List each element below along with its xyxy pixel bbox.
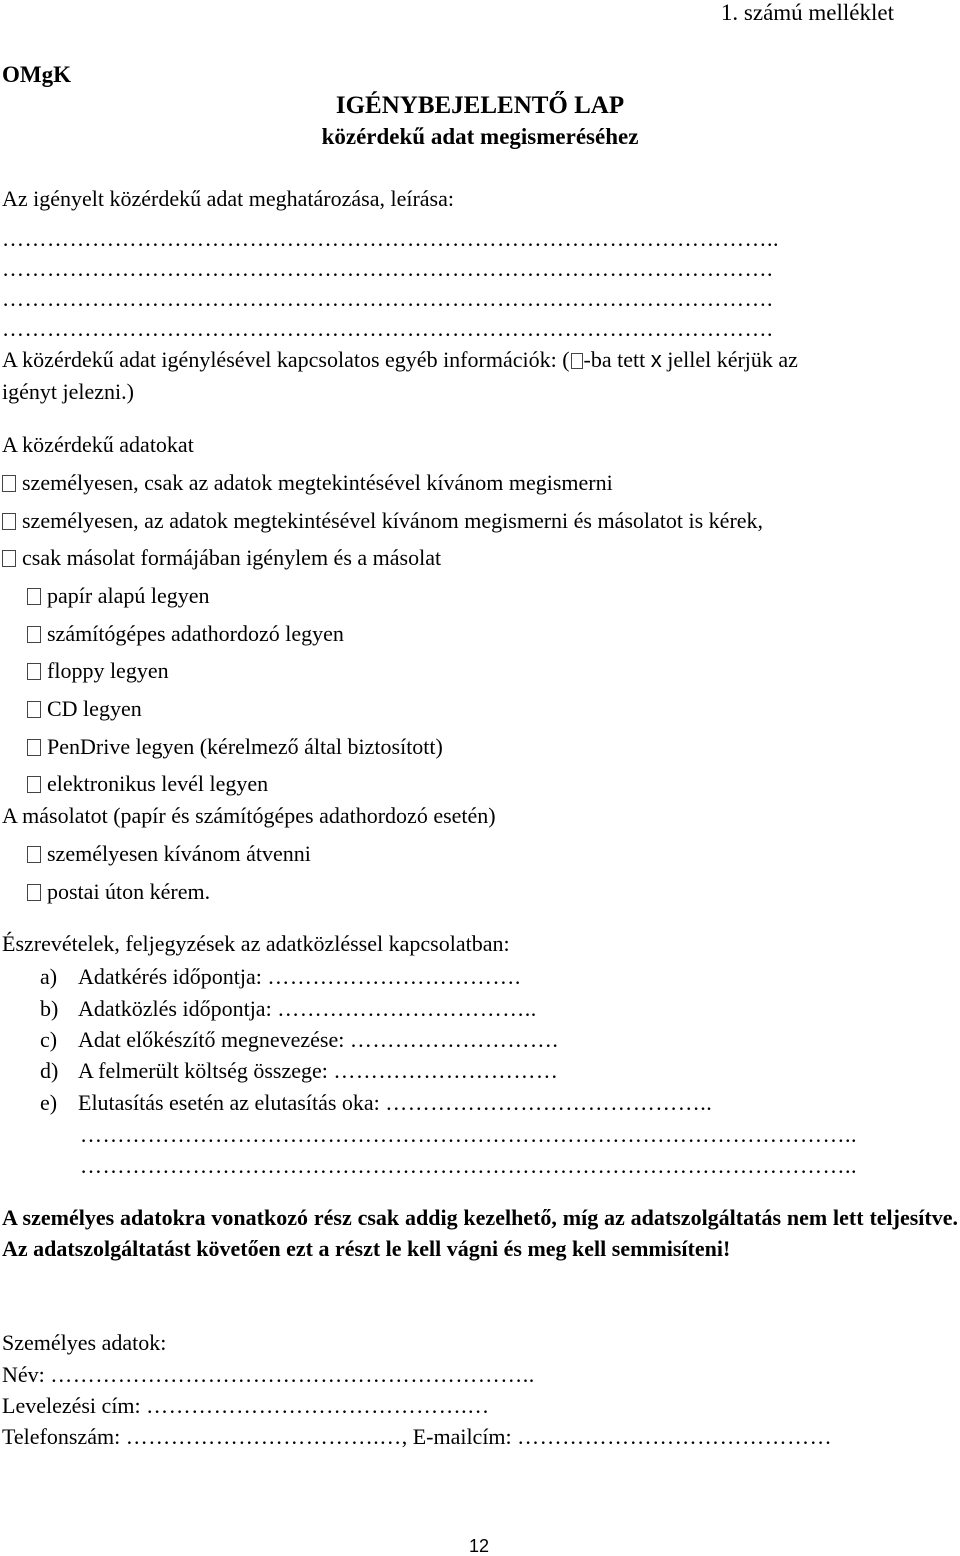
option-label: személyesen, csak az adatok megtekintésével kívánom megismerni: [22, 470, 613, 495]
notes-item-dots: …………………………….: [267, 964, 521, 989]
page-number: 12: [469, 1536, 490, 1556]
notes-item: [40, 966, 521, 988]
phone-dots: …………………………….…: [125, 1424, 402, 1449]
dot-line: …………………………………………………………………………………………..: [80, 1122, 857, 1147]
copy-form-digital[interactable]: [27, 623, 344, 645]
checkbox-icon[interactable]: [27, 884, 41, 901]
phone-email-field[interactable]: [2, 1426, 832, 1448]
dot-line: …………………………………………………………………………………………..: [2, 226, 779, 251]
phone-label: Telefonszám:: [2, 1424, 121, 1449]
personal-data-title: Személyes adatok:: [2, 1330, 167, 1355]
copy-form-cd[interactable]: [27, 698, 142, 720]
x-mark: x: [650, 347, 662, 372]
org-abbreviation: OMgK: [2, 62, 71, 87]
other-info-line: [2, 349, 798, 371]
name-label: Név:: [2, 1362, 45, 1387]
email-label: , E-mailcím:: [401, 1424, 512, 1449]
address-label: Levelezési cím:: [2, 1393, 141, 1418]
delivery-personal[interactable]: [27, 843, 311, 865]
notes-item-letter: b): [40, 996, 59, 1021]
notes-item-dots: …………………………: [333, 1058, 559, 1083]
option-label: elektronikus levél legyen: [47, 771, 269, 796]
checkbox-icon[interactable]: [2, 475, 16, 492]
option-label: floppy legyen: [47, 658, 169, 683]
notes-item-text: Adatközlés időpontja:: [78, 996, 272, 1021]
checkbox-icon[interactable]: [27, 846, 41, 863]
name-dots: ………………………………………………………..: [50, 1362, 535, 1387]
notes-item-dots: ……………………….: [349, 1027, 559, 1052]
options-intro: A közérdekű adatokat: [2, 432, 194, 457]
annex-label: 1. számú melléklet: [720, 0, 894, 25]
notes-item-text: Elutasítás esetén az elutasítás oka:: [78, 1090, 380, 1115]
dot-line: ………………………………………………………………………………………….: [2, 286, 773, 311]
copy-form-floppy[interactable]: [27, 660, 169, 682]
notes-item-text: A felmerült költség összege:: [78, 1058, 328, 1083]
option-label: személyesen, az adatok megtekintésével kívánom megismerni és másolatot is kérek,: [22, 508, 764, 533]
other-info-text-3: jellel kérjük az: [667, 347, 798, 372]
checkbox-icon[interactable]: [27, 663, 41, 680]
delivery-intro: A másolatot (papír és számítógépes adathordozó esetén): [2, 803, 496, 828]
notes-title: Észrevételek, feljegyzések az adatközléssel kapcsolatban:: [2, 931, 510, 956]
notes-item: [40, 1029, 558, 1051]
notes-item-dots: ……………………………………..: [385, 1090, 713, 1115]
page-subtitle: közérdekű adat megismeréséhez: [321, 124, 639, 149]
copy-form-paper[interactable]: [27, 585, 210, 607]
notes-item-text: Adat előkészítő megnevezése:: [78, 1027, 345, 1052]
notes-item: [40, 1092, 712, 1114]
checkbox-icon[interactable]: [27, 739, 41, 756]
notes-item-dots: ……………………………..: [277, 996, 537, 1021]
option-label: PenDrive legyen (kérelmező által biztosított): [47, 734, 443, 759]
notes-item-letter: d): [40, 1058, 59, 1083]
address-dots: …………………………………….…: [146, 1393, 490, 1418]
option-label: számítógépes adathordozó legyen: [47, 621, 344, 646]
copy-form-pendrive[interactable]: [27, 736, 443, 758]
notes-item-letter: c): [40, 1027, 58, 1052]
option-personal-view-copy[interactable]: [2, 510, 763, 532]
option-label: CD legyen: [47, 696, 142, 721]
copy-form-email[interactable]: [27, 773, 268, 795]
email-dots: ……………………………………: [517, 1424, 833, 1449]
notes-item-letter: e): [40, 1090, 58, 1115]
other-info-line-2: igényt jelezni.): [2, 379, 134, 404]
checkbox-icon: [571, 353, 583, 369]
option-label: postai úton kérem.: [47, 879, 211, 904]
checkbox-icon[interactable]: [2, 550, 16, 567]
option-label: papír alapú legyen: [47, 583, 210, 608]
address-field[interactable]: [2, 1395, 490, 1417]
other-info-text: A közérdekű adat igénylésével kapcsolatos egyéb információk: (: [2, 347, 570, 372]
option-copy-only[interactable]: [2, 547, 441, 569]
checkbox-icon[interactable]: [27, 776, 41, 793]
option-label: személyesen kívánom átvenni: [47, 841, 311, 866]
notes-item-text: Adatkérés időpontja:: [78, 964, 262, 989]
dot-line: …………………………………………………………………………………………..: [80, 1153, 857, 1178]
checkbox-icon[interactable]: [27, 588, 41, 605]
option-label: csak másolat formájában igénylem és a másolat: [22, 545, 442, 570]
other-info-text-2: -ba tett: [583, 347, 646, 372]
checkbox-icon[interactable]: [27, 701, 41, 718]
checkbox-icon[interactable]: [2, 513, 16, 530]
request-description-label: Az igényelt közérdekű adat meghatározása, leírása:: [2, 186, 454, 211]
personal-data-warning: A személyes adatokra vonatkozó rész csak addig kezelhető, míg az adatszolgáltatás nem lett teljesítve. Az adatszolgáltatást követően ezt a részt le kell vágni és meg kell semmisíteni!: [2, 1205, 958, 1261]
notes-item: [40, 1060, 558, 1082]
page-title: IGÉNYBEJELENTŐ LAP: [335, 92, 625, 119]
notes-item: [40, 998, 537, 1020]
checkbox-icon[interactable]: [27, 626, 41, 643]
dot-line: ………………………………………………………………………………………….: [2, 256, 773, 281]
notes-item-letter: a): [40, 964, 58, 989]
delivery-post[interactable]: [27, 881, 210, 903]
option-personal-view[interactable]: [2, 472, 613, 494]
name-field[interactable]: [2, 1364, 535, 1386]
dot-line: ………………………………………………………………………………………….: [2, 316, 773, 341]
